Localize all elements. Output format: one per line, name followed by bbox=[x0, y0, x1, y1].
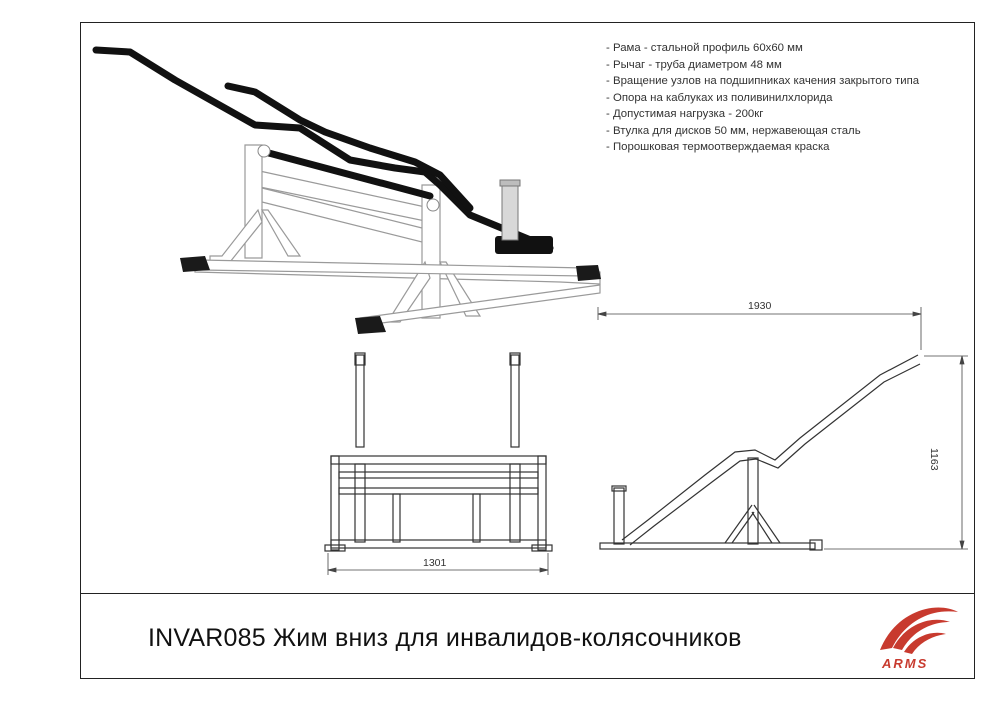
spec-item: - Рычаг - труба диаметром 48 мм bbox=[606, 57, 919, 74]
spec-item: - Допустимая нагрузка - 200кг bbox=[606, 106, 919, 123]
logo-wordmark: ARMS bbox=[882, 656, 929, 671]
spec-item: - Рама - стальной профиль 60х60 мм bbox=[606, 40, 919, 57]
spec-item: - Вращение узлов на подшипниках качения закрытого типа bbox=[606, 73, 919, 90]
product-title: INVAR085 Жим вниз для инвалидов-колясочников bbox=[148, 624, 742, 652]
front-width-dimension: 1301 bbox=[423, 557, 447, 569]
spec-item: - Опора на каблуках из поливинилхлорида bbox=[606, 90, 919, 107]
spec-item: - Порошковая термоотверждаемая краска bbox=[606, 139, 919, 156]
side-height-dimension: 1163 bbox=[928, 448, 940, 471]
spec-item: - Втулка для дисков 50 мм, нержавеющая сталь bbox=[606, 123, 919, 140]
side-length-dimension: 1930 bbox=[748, 300, 772, 312]
